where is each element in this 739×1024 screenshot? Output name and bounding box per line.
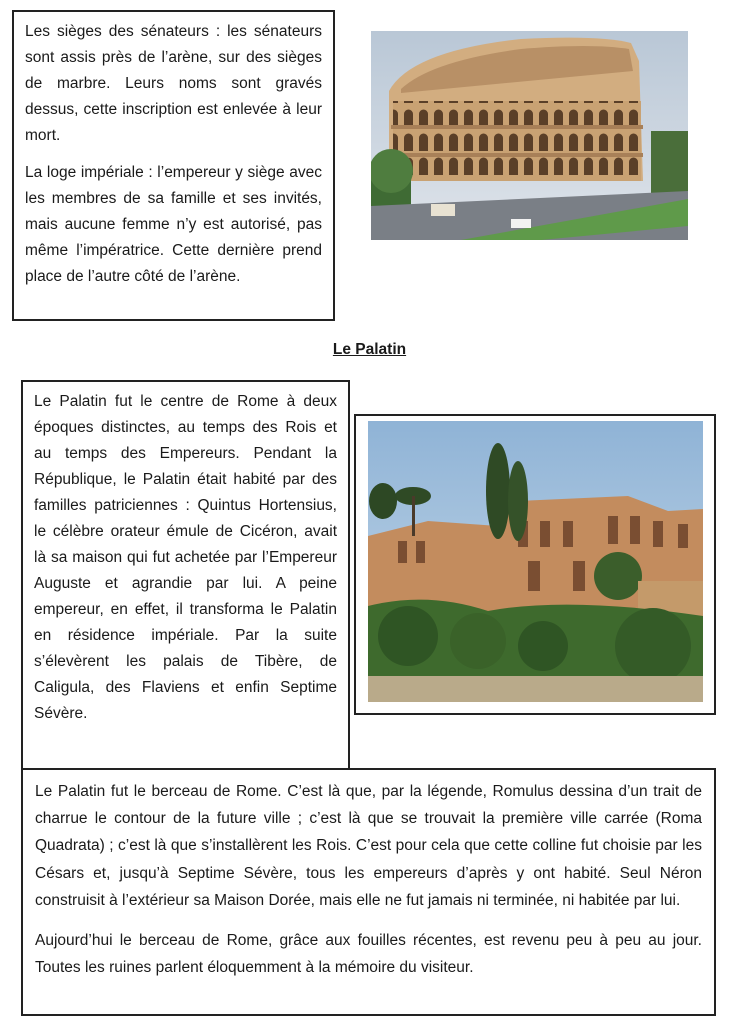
section-title-palatin: Le Palatin	[332, 341, 407, 358]
palatin-history-box	[21, 380, 350, 770]
aujourdhui-paragraph: Aujourd’hui le berceau de Rome, grâce aux fouilles récentes, est revenu peu à peu au jour. Toutes les ruines parlent éloquemment à la mémoire du visiteur.	[35, 932, 702, 977]
palatin-ruins-photo	[368, 421, 703, 702]
loge-imperiale-paragraph: La loge impériale : l’empereur y siège avec les membres de sa famille et ses invités, mais aucune femme n’y est autorisé, pas même l’impératrice. Cette dernière prend place de l’autre côté de l’arène.	[25, 164, 322, 285]
palatin-berceau-box	[21, 768, 716, 1016]
palatin-history-paragraph: Le Palatin fut le centre de Rome à deux époques distinctes, au temps des Rois et au temps des Empereurs. Pendant la République, le Palatin était habité par des familles patriciennes : Quintus Hortensius, le célèbre orateur émule de Cicéron, avait là sa maison qui fut achetée par l’Empereur Auguste et agrandie par lui. A peine empereur, en effet, il transforma le Palatin en résidence impériale. Par la suite s’élevèrent les palais de Tibère, de Caligula, des Flaviens et enfin Septime Sévère.	[34, 393, 337, 722]
senateurs-text-box	[12, 10, 335, 321]
senateurs-paragraph: Les sièges des sénateurs : les sénateurs sont assis près de l’arène, sur des sièges de marbre. Leurs noms sont gravés dessus, cette inscription est enlevée à leur mort.	[25, 23, 322, 144]
colosseum-photo	[371, 31, 688, 240]
berceau-paragraph: Le Palatin fut le berceau de Rome. C’est là que, par la légende, Romulus dessina d’un trait de charrue le contour de la future ville ; c’est là que se trouvait la première ville carrée (Roma Quadrata) ; c’est là que s’installèrent les Rois. C’est pour cela que cette colline fut choisie par les Césars et, jusqu’à Septime Sévère, tous les empereurs d’après y ont habité. Seul Néron construisit à l’extérieur sa Maison Dorée, mais elle ne fut jamais ni terminée, ni habitée par lui.	[35, 783, 702, 909]
